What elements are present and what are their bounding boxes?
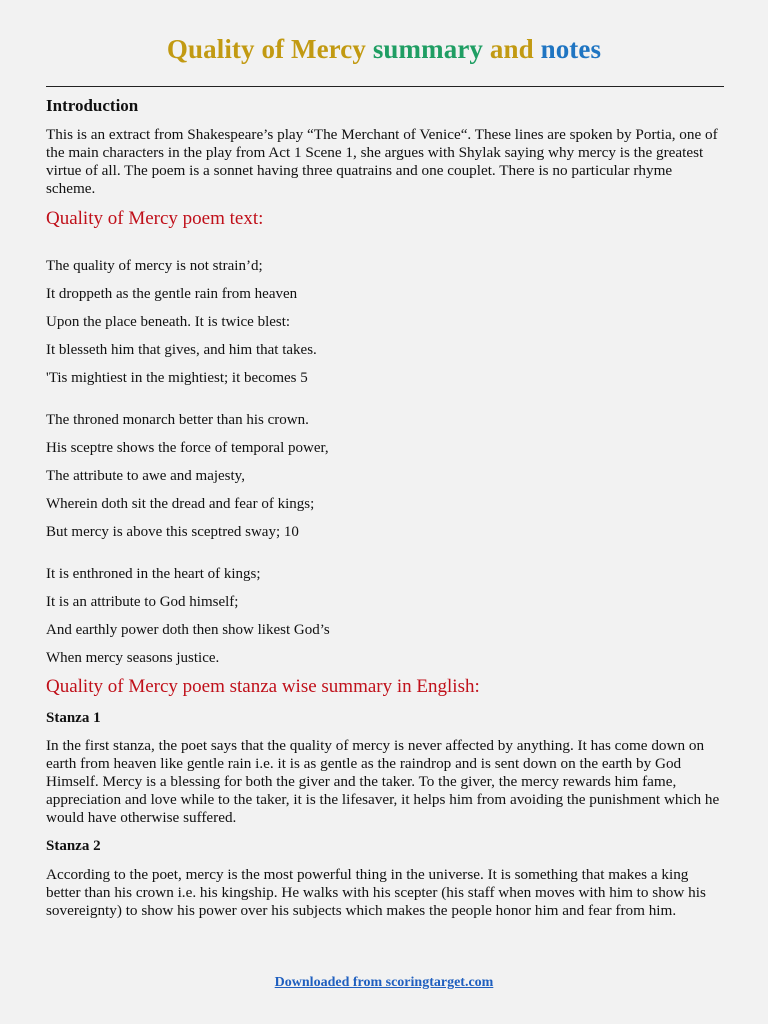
title-part-2: summary	[372, 34, 484, 64]
poem-line: But mercy is above this sceptred sway; 10	[46, 524, 299, 540]
introduction-text: This is an extract from Shakespeare’s play “The Merchant of Venice“. These lines are spoken by Portia, one of the main characters in the play from Act 1 Scene 1, she argues with Shylak saying why mercy is the greatest virtue of all. The poem is a sonnet having three quatrains and one couplet. There is no particular rhyme scheme.	[46, 126, 718, 197]
poem-line: It blesseth him that gives, and him that takes.	[46, 342, 317, 358]
download-source-link[interactable]: Downloaded from scoringtarget.com	[274, 975, 494, 990]
poem-line: 'Tis mightiest in the mightiest; it becomes 5	[46, 370, 308, 386]
title-divider	[46, 86, 724, 87]
stanza-2-summary: According to the poet, mercy is the most powerful thing in the universe. It is something that makes a king better than his crown i.e. his kingship. He walks with his scepter (his staff when moves with him to show his sovereignty) to show his power over his subjects which makes the people honor him and fear from him.	[46, 866, 706, 919]
stanza-1-summary: In the first stanza, the poet says that the quality of mercy is never affected by anything. It has come down on earth from heaven like gentle rain i.e. it is as gentle as the raindrop and is sent down on the earth by God Himself. Mercy is a blessing for both the giver and the taker. To the giver, the mercy rewards him fame, appreciation and love while to the taker, it is the lifesaver, it helps him from avoiding the punishment which he would have otherwise suffered.	[46, 737, 720, 826]
introduction-heading: Introduction	[46, 96, 139, 115]
page-title	[0, 34, 768, 65]
poem-line: His sceptre shows the force of temporal power,	[46, 440, 329, 456]
title-part-1: Quality of Mercy	[166, 34, 366, 64]
poem-line: It droppeth as the gentle rain from heaven	[46, 286, 298, 302]
stanza-1-heading: Stanza 1	[46, 710, 101, 726]
poem-line: And earthly power doth then show likest God’s	[46, 622, 330, 638]
poem-line: Wherein doth sit the dread and fear of kings;	[46, 496, 315, 512]
poem-line: Upon the place beneath. It is twice blest:	[46, 314, 291, 330]
poem-line: The quality of mercy is not strain’d;	[46, 258, 263, 274]
poem-line: It is an attribute to God himself;	[46, 594, 239, 610]
poem-line: When mercy seasons justice.	[46, 650, 220, 666]
poem-text-heading: Quality of Mercy poem text:	[46, 208, 264, 229]
summary-heading: Quality of Mercy poem stanza wise summary in English:	[46, 676, 480, 697]
poem-line: The throned monarch better than his crown.	[46, 412, 309, 428]
poem-line: It is enthroned in the heart of kings;	[46, 566, 261, 582]
stanza-2-heading: Stanza 2	[46, 838, 101, 854]
title-part-4: notes	[540, 34, 602, 64]
title-part-3: and	[489, 34, 534, 64]
poem-line: The attribute to awe and majesty,	[46, 468, 245, 484]
